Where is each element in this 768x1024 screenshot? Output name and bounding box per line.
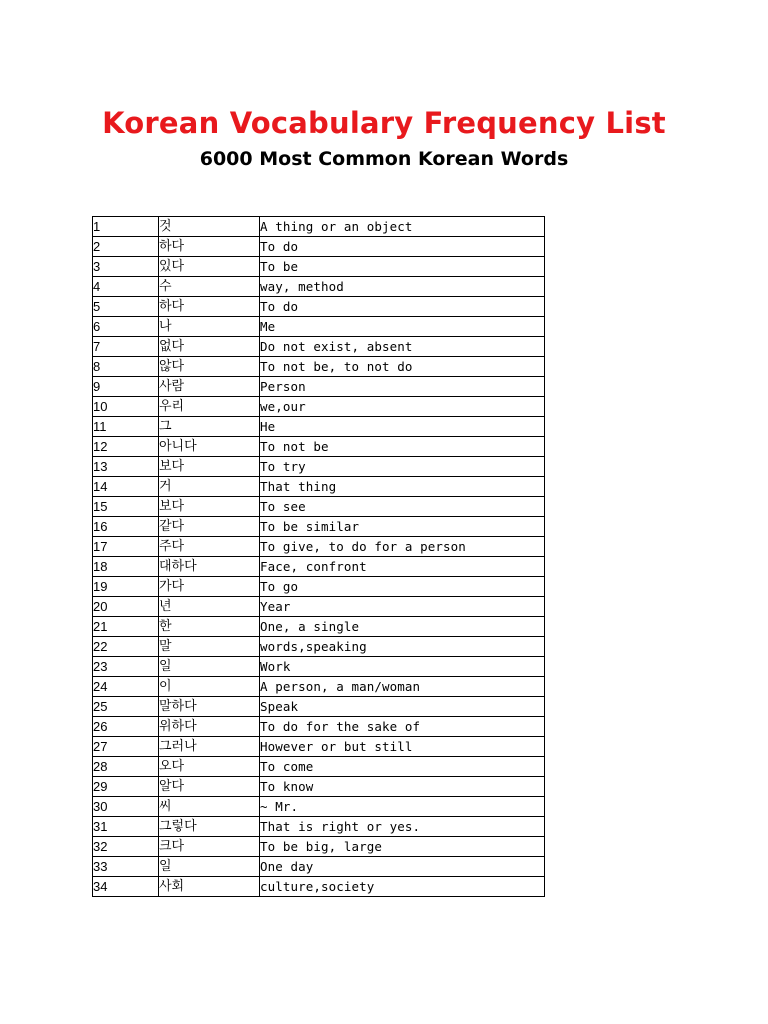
korean-word-cell: 그 [159,417,260,437]
korean-word-cell: 그러나 [159,737,260,757]
row-number-cell: 14 [93,477,159,497]
row-number-cell: 4 [93,277,159,297]
korean-word-cell: 가다 [159,577,260,597]
table-row [93,457,545,477]
korean-word-cell: 위하다 [159,717,260,737]
korean-word-cell: 대하다 [159,557,260,577]
table-row [93,717,545,737]
row-number-cell: 25 [93,697,159,717]
table-row [93,697,545,717]
row-number-cell: 12 [93,437,159,457]
table-row [93,737,545,757]
korean-word-cell: 일 [159,657,260,677]
english-meaning-cell: Do not exist, absent [260,337,545,357]
row-number-cell: 19 [93,577,159,597]
table-row [93,237,545,257]
english-meaning-cell: Year [260,597,545,617]
table-row [93,257,545,277]
row-number-cell: 23 [93,657,159,677]
korean-word-cell: 것 [159,217,260,237]
english-meaning-cell: ~ Mr. [260,797,545,817]
table-row [93,537,545,557]
row-number-cell: 24 [93,677,159,697]
row-number-cell: 13 [93,457,159,477]
korean-word-cell: 주다 [159,537,260,557]
korean-word-cell: 거 [159,477,260,497]
row-number-cell: 34 [93,877,159,897]
table-row [93,417,545,437]
row-number-cell: 29 [93,777,159,797]
korean-word-cell: 우리 [159,397,260,417]
english-meaning-cell: To do [260,297,545,317]
korean-word-cell: 수 [159,277,260,297]
korean-word-cell: 같다 [159,517,260,537]
row-number-cell: 8 [93,357,159,377]
row-number-cell: 26 [93,717,159,737]
table-row [93,657,545,677]
table-row [93,757,545,777]
row-number-cell: 16 [93,517,159,537]
row-number-cell: 1 [93,217,159,237]
table-row [93,557,545,577]
english-meaning-cell: Person [260,377,545,397]
table-row [93,317,545,337]
korean-word-cell: 사람 [159,377,260,397]
english-meaning-cell: To do [260,237,545,257]
korean-word-cell: 있다 [159,257,260,277]
english-meaning-cell: That is right or yes. [260,817,545,837]
table-row [93,297,545,317]
row-number-cell: 18 [93,557,159,577]
row-number-cell: 22 [93,637,159,657]
row-number-cell: 17 [93,537,159,557]
table-row [93,277,545,297]
english-meaning-cell: To not be [260,437,545,457]
row-number-cell: 9 [93,377,159,397]
table-row [93,357,545,377]
english-meaning-cell: To go [260,577,545,597]
row-number-cell: 6 [93,317,159,337]
korean-word-cell: 말 [159,637,260,657]
table-row [93,597,545,617]
english-meaning-cell: One day [260,857,545,877]
korean-word-cell: 일 [159,857,260,877]
korean-word-cell: 보다 [159,457,260,477]
english-meaning-cell: He [260,417,545,437]
row-number-cell: 31 [93,817,159,837]
english-meaning-cell: To not be, to not do [260,357,545,377]
row-number-cell: 27 [93,737,159,757]
english-meaning-cell: To be big, large [260,837,545,857]
english-meaning-cell: To do for the sake of [260,717,545,737]
table-row [93,777,545,797]
vocabulary-table-body [93,217,545,897]
table-row [93,337,545,357]
table-row [93,817,545,837]
english-meaning-cell: A person, a man/woman [260,677,545,697]
table-row [93,837,545,857]
table-row [93,397,545,417]
table-row [93,797,545,817]
row-number-cell: 2 [93,237,159,257]
english-meaning-cell: Face, confront [260,557,545,577]
english-meaning-cell: That thing [260,477,545,497]
korean-word-cell: 보다 [159,497,260,517]
row-number-cell: 10 [93,397,159,417]
english-meaning-cell: we,our [260,397,545,417]
korean-word-cell: 알다 [159,777,260,797]
korean-word-cell: 그렇다 [159,817,260,837]
korean-word-cell: 한 [159,617,260,637]
english-meaning-cell: way, method [260,277,545,297]
row-number-cell: 32 [93,837,159,857]
english-meaning-cell: To try [260,457,545,477]
korean-word-cell: 씨 [159,797,260,817]
table-row [93,677,545,697]
row-number-cell: 7 [93,337,159,357]
row-number-cell: 28 [93,757,159,777]
english-meaning-cell: One, a single [260,617,545,637]
english-meaning-cell: To know [260,777,545,797]
english-meaning-cell: Work [260,657,545,677]
english-meaning-cell: To be similar [260,517,545,537]
table-row [93,437,545,457]
row-number-cell: 21 [93,617,159,637]
row-number-cell: 3 [93,257,159,277]
english-meaning-cell: culture,society [260,877,545,897]
table-row [93,377,545,397]
row-number-cell: 15 [93,497,159,517]
table-row [93,877,545,897]
english-meaning-cell: Me [260,317,545,337]
korean-word-cell: 말하다 [159,697,260,717]
table-row [93,637,545,657]
english-meaning-cell: Speak [260,697,545,717]
table-row [93,477,545,497]
table-row [93,617,545,637]
table-row [93,217,545,237]
page-title: Korean Vocabulary Frequency List [102,106,666,140]
english-meaning-cell: However or but still [260,737,545,757]
table-row [93,517,545,537]
table-row [93,577,545,597]
english-meaning-cell: To give, to do for a person [260,537,545,557]
row-number-cell: 11 [93,417,159,437]
vocabulary-table [92,216,545,897]
korean-word-cell: 않다 [159,357,260,377]
page-subtitle: 6000 Most Common Korean Words [199,148,569,170]
english-meaning-cell: To be [260,257,545,277]
korean-word-cell: 하다 [159,297,260,317]
korean-word-cell: 년 [159,597,260,617]
korean-word-cell: 오다 [159,757,260,777]
english-meaning-cell: words,speaking [260,637,545,657]
korean-word-cell: 나 [159,317,260,337]
table-row [93,497,545,517]
row-number-cell: 5 [93,297,159,317]
korean-word-cell: 사회 [159,877,260,897]
korean-word-cell: 크다 [159,837,260,857]
korean-word-cell: 하다 [159,237,260,257]
table-row [93,857,545,877]
korean-word-cell: 이 [159,677,260,697]
korean-word-cell: 아니다 [159,437,260,457]
english-meaning-cell: To come [260,757,545,777]
english-meaning-cell: To see [260,497,545,517]
row-number-cell: 30 [93,797,159,817]
english-meaning-cell: A thing or an object [260,217,545,237]
row-number-cell: 20 [93,597,159,617]
row-number-cell: 33 [93,857,159,877]
korean-word-cell: 없다 [159,337,260,357]
